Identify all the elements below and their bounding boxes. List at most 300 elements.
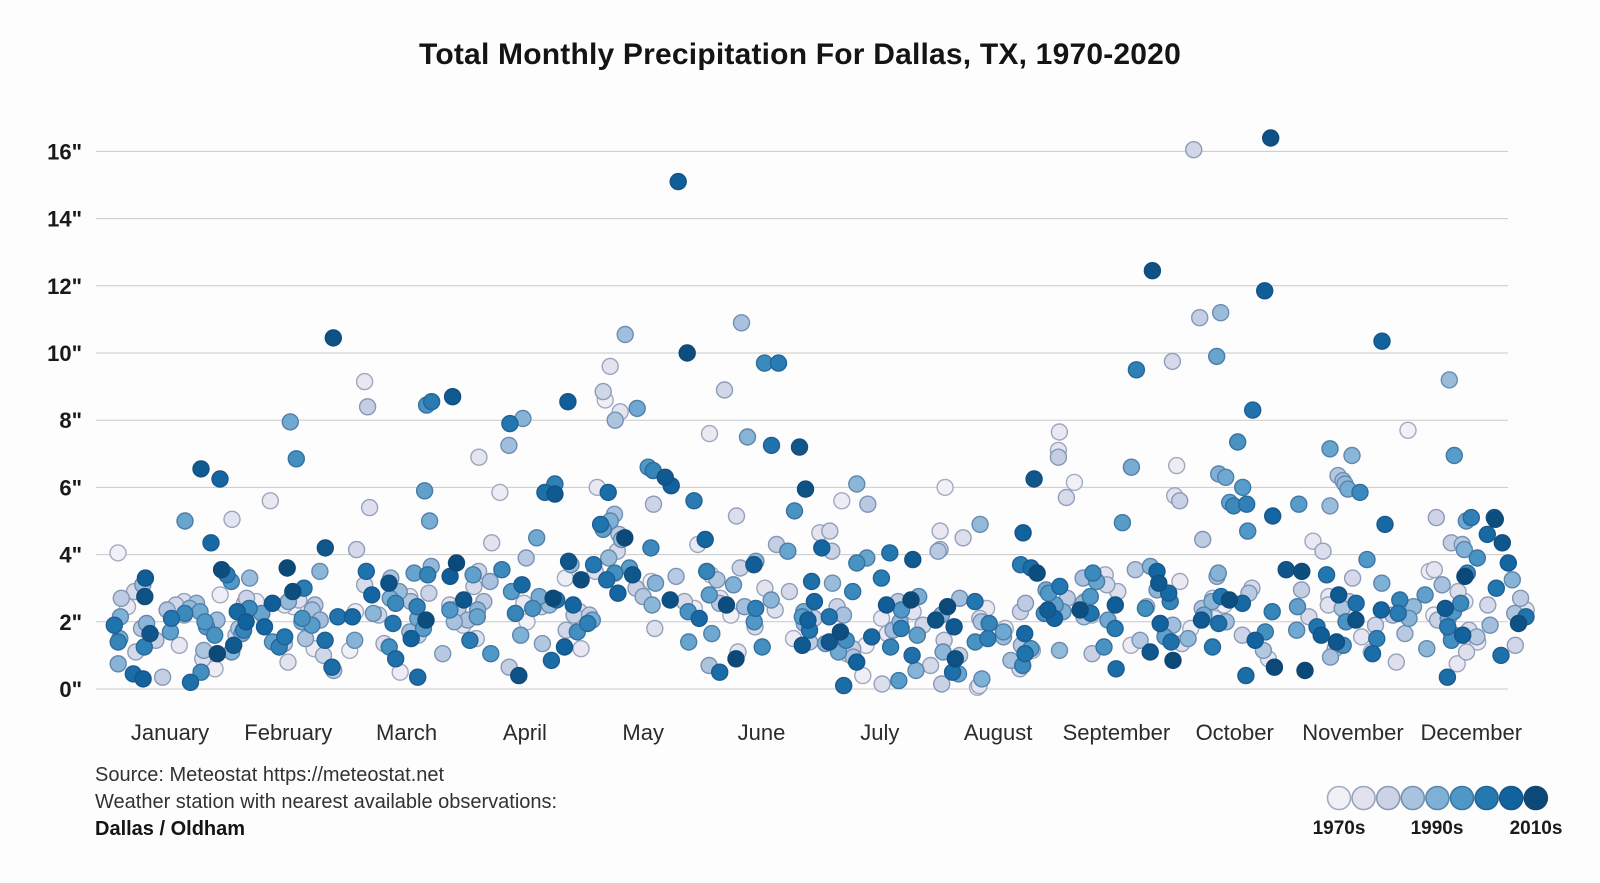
data-point-dot — [1441, 372, 1457, 388]
data-point-dot — [226, 637, 242, 653]
legend-label-1970s: 1970s — [1312, 818, 1366, 839]
data-point-dot — [1066, 474, 1082, 490]
data-point-dot — [691, 610, 707, 626]
data-point-dot — [1029, 565, 1045, 581]
data-point-dot — [1390, 605, 1406, 621]
data-point-dot — [1235, 479, 1251, 495]
y-axis-tick-label: 2" — [59, 609, 82, 635]
data-point-dot — [557, 639, 573, 655]
data-point-dot — [836, 607, 852, 623]
data-point-dot — [1169, 458, 1185, 474]
data-point-dot — [388, 595, 404, 611]
data-point-dot — [1137, 600, 1153, 616]
data-point-dot — [193, 461, 209, 477]
data-point-dot — [1108, 661, 1124, 677]
data-point-dot — [1504, 572, 1520, 588]
data-point-dot — [360, 399, 376, 415]
data-point-dot — [518, 550, 534, 566]
data-point-dot — [1107, 597, 1123, 613]
data-point-dot — [1210, 565, 1226, 581]
data-point-dot — [1218, 469, 1234, 485]
data-point-dot — [1344, 448, 1360, 464]
data-point-dot — [740, 429, 756, 445]
data-point-dot — [771, 355, 787, 371]
data-point-dot — [1359, 552, 1375, 568]
data-point-dot — [879, 597, 895, 613]
data-point-dot — [417, 483, 433, 499]
data-point-dot — [668, 568, 684, 584]
data-point-dot — [1163, 634, 1179, 650]
data-point-dot — [940, 599, 956, 615]
data-point-dot — [212, 471, 228, 487]
data-point-dot — [800, 612, 816, 628]
data-point-dot — [1488, 580, 1504, 596]
data-point-dot — [883, 639, 899, 655]
data-point-dot — [1040, 602, 1056, 618]
data-point-dot — [804, 574, 820, 590]
data-point-dot — [647, 621, 663, 637]
data-point-dot — [792, 439, 808, 455]
data-point-dot — [617, 530, 633, 546]
data-point-dot — [514, 577, 530, 593]
data-point-dot — [1211, 616, 1227, 632]
data-point-dot — [1245, 402, 1261, 418]
x-axis-month-label: November — [1302, 720, 1404, 745]
data-point-dot — [1439, 669, 1455, 685]
data-point-dot — [1500, 555, 1516, 571]
data-point-dot — [1469, 550, 1485, 566]
data-point-dot — [209, 646, 225, 662]
data-point-dot — [155, 669, 171, 685]
data-point-dot — [573, 572, 589, 588]
data-point-dot — [1052, 642, 1068, 658]
data-point-dot — [507, 605, 523, 621]
data-point-dot — [1291, 496, 1307, 512]
data-point-dot — [836, 678, 852, 694]
data-point-dot — [545, 590, 561, 606]
data-point-dot — [347, 632, 363, 648]
data-point-dot — [1127, 562, 1143, 578]
data-point-dot — [280, 654, 296, 670]
data-point-dot — [704, 626, 720, 642]
data-point-dot — [471, 449, 487, 465]
data-point-dot — [1463, 510, 1479, 526]
data-point-dot — [418, 612, 434, 628]
data-point-dot — [1165, 652, 1181, 668]
x-axis-month-label: September — [1062, 720, 1171, 745]
y-axis-tick-label: 0" — [59, 677, 82, 702]
legend-swatch — [1401, 787, 1424, 810]
data-point-dot — [1289, 622, 1305, 638]
data-point-dot — [1247, 632, 1263, 648]
data-point-dot — [565, 597, 581, 613]
data-point-dot — [110, 634, 126, 650]
data-point-dot — [1114, 515, 1130, 531]
data-point-dot — [697, 532, 713, 548]
x-axis-month-label: April — [502, 720, 547, 745]
data-point-dot — [214, 562, 230, 578]
data-point-dot — [1323, 649, 1339, 665]
data-point-dot — [701, 587, 717, 603]
data-point-dot — [238, 614, 254, 630]
data-point-dot — [1459, 644, 1475, 660]
data-point-dot — [764, 437, 780, 453]
data-point-dot — [135, 671, 151, 687]
data-point-dot — [699, 563, 715, 579]
data-point-dot — [1107, 621, 1123, 637]
data-point-dot — [798, 481, 814, 497]
legend-swatch — [1451, 787, 1474, 810]
data-point-dot — [1331, 587, 1347, 603]
data-point-dot — [1278, 562, 1294, 578]
data-point-dot — [1319, 567, 1335, 583]
data-point-dot — [893, 621, 909, 637]
data-point-dot — [365, 605, 381, 621]
data-point-dot — [1257, 283, 1273, 299]
data-point-dot — [679, 345, 695, 361]
data-point-dot — [1313, 627, 1329, 643]
data-point-dot — [511, 668, 527, 684]
data-point-dot — [648, 575, 664, 591]
data-point-dot — [492, 484, 508, 500]
data-point-dot — [1348, 595, 1364, 611]
data-point-dot — [1123, 459, 1139, 475]
data-point-dot — [422, 513, 438, 529]
data-point-dot — [972, 516, 988, 532]
data-point-dot — [1322, 441, 1338, 457]
data-point-dot — [435, 646, 451, 662]
data-point-dot — [1397, 626, 1413, 642]
data-point-dot — [183, 674, 199, 690]
data-point-dot — [317, 632, 333, 648]
data-point-dot — [1369, 631, 1385, 647]
data-point-dot — [449, 555, 465, 571]
data-point-dot — [629, 400, 645, 416]
data-point-dot — [974, 671, 990, 687]
data-point-dot — [242, 570, 258, 586]
legend-swatch — [1328, 787, 1351, 810]
data-point-dot — [1192, 310, 1208, 326]
source-line: Source: Meteostat https://meteostat.net — [95, 764, 445, 786]
data-point-dot — [1050, 449, 1066, 465]
data-point-dot — [349, 542, 365, 558]
data-point-dot — [904, 647, 920, 663]
x-axis-month-label: June — [737, 720, 786, 745]
data-point-dot — [662, 592, 678, 608]
data-point-dot — [1051, 424, 1067, 440]
data-point-dot — [821, 609, 837, 625]
data-point-dot — [845, 584, 861, 600]
data-point-dot — [1209, 348, 1225, 364]
data-point-dot — [362, 500, 378, 516]
data-point-dot — [358, 563, 374, 579]
data-point-dot — [702, 426, 718, 442]
data-point-dot — [1015, 525, 1031, 541]
data-point-dot — [1446, 448, 1462, 464]
data-point-dot — [1419, 641, 1435, 657]
x-axis-month-label: October — [1195, 720, 1274, 745]
data-point-dot — [719, 597, 735, 613]
data-point-dot — [142, 626, 158, 642]
data-point-dot — [501, 437, 517, 453]
data-point-dot — [1374, 575, 1390, 591]
x-axis-month-label: January — [130, 720, 210, 745]
data-point-dot — [1482, 617, 1498, 633]
data-point-dot — [712, 664, 728, 680]
data-point-dot — [312, 563, 328, 579]
data-point-dot — [946, 619, 962, 635]
y-axis-tick-label: 6" — [59, 475, 82, 501]
data-point-dot — [1297, 663, 1313, 679]
data-point-dot — [403, 631, 419, 647]
data-point-dot — [1329, 634, 1345, 650]
data-point-dot — [177, 513, 193, 529]
legend-swatch — [1377, 787, 1400, 810]
data-point-dot — [410, 669, 426, 685]
data-point-dot — [1290, 599, 1306, 615]
data-point-dot — [781, 584, 797, 600]
data-point-dot — [1480, 597, 1496, 613]
data-point-dot — [937, 479, 953, 495]
data-point-dot — [207, 627, 223, 643]
data-point-dot — [561, 553, 577, 569]
data-point-dot — [980, 631, 996, 647]
data-point-dot — [748, 600, 764, 616]
data-point-dot — [1426, 562, 1442, 578]
data-point-dot — [1017, 626, 1033, 642]
y-axis-tick-label: 10" — [47, 341, 82, 366]
data-point-dot — [137, 589, 153, 605]
data-point-dot — [908, 663, 924, 679]
data-point-dot — [1377, 516, 1393, 532]
data-point-dot — [646, 496, 662, 512]
data-point-dot — [110, 545, 126, 561]
data-point-dot — [1052, 579, 1068, 595]
data-point-dot — [681, 634, 697, 650]
data-point-dot — [1144, 263, 1160, 279]
data-point-dot — [599, 572, 615, 588]
data-point-dot — [849, 476, 865, 492]
data-point-dot — [1085, 565, 1101, 581]
data-point-dot — [686, 493, 702, 509]
x-axis-month-label: May — [622, 720, 664, 745]
data-point-dot — [529, 530, 545, 546]
data-point-dot — [1373, 602, 1389, 618]
data-point-dot — [995, 624, 1011, 640]
data-point-dot — [1428, 510, 1444, 526]
data-point-dot — [1440, 619, 1456, 635]
data-point-dot — [288, 451, 304, 467]
x-axis-month-label: February — [244, 720, 333, 745]
data-point-dot — [483, 646, 499, 662]
data-point-dot — [717, 382, 733, 398]
data-point-dot — [1266, 659, 1282, 675]
data-point-dot — [657, 469, 673, 485]
y-axis-tick-label: 8" — [59, 408, 82, 434]
data-point-dot — [860, 496, 876, 512]
data-point-dot — [420, 567, 436, 583]
data-point-dot — [932, 523, 948, 539]
data-point-dot — [325, 330, 341, 346]
data-point-dot — [625, 567, 641, 583]
data-point-dot — [930, 543, 946, 559]
data-point-dot — [1186, 142, 1202, 158]
data-point-dot — [257, 619, 273, 635]
data-point-dot — [806, 594, 822, 610]
data-point-dot — [1263, 130, 1279, 146]
data-point-dot — [1374, 333, 1390, 349]
data-point-dot — [1453, 595, 1469, 611]
data-point-dot — [1205, 639, 1221, 655]
data-point-dot — [1479, 526, 1495, 542]
data-point-dot — [317, 540, 333, 556]
data-point-dot — [600, 484, 616, 500]
data-point-dot — [212, 587, 228, 603]
data-point-dot — [873, 570, 889, 586]
data-point-dot — [1294, 563, 1310, 579]
data-point-dot — [903, 592, 919, 608]
data-point-dot — [882, 545, 898, 561]
data-point-dot — [1434, 577, 1450, 593]
data-point-dot — [1230, 434, 1246, 450]
x-axis-month-label: December — [1420, 720, 1523, 745]
data-point-dot — [814, 540, 830, 556]
data-point-dot — [1400, 422, 1416, 438]
data-point-dot — [1164, 353, 1180, 369]
x-axis-month-label: August — [963, 720, 1033, 745]
data-point-dot — [1487, 511, 1503, 527]
data-point-dot — [502, 416, 518, 432]
data-point-dot — [1294, 582, 1310, 598]
data-point-dot — [834, 493, 850, 509]
data-point-dot — [113, 590, 129, 606]
y-axis-tick-label: 4" — [59, 542, 82, 568]
chart-title: Total Monthly Precipitation For Dallas, TX, 1970-2020 — [419, 38, 1181, 71]
legend-swatch — [1500, 787, 1523, 810]
data-point-dot — [905, 552, 921, 568]
x-axis-month-label: July — [860, 720, 900, 745]
data-point-dot — [1221, 592, 1237, 608]
data-point-dot — [442, 602, 458, 618]
data-point-dot — [832, 624, 848, 640]
data-point-dot — [734, 315, 750, 331]
data-point-dot — [643, 540, 659, 556]
data-point-dot — [891, 673, 907, 689]
x-axis-month-label: March — [376, 720, 438, 745]
data-point-dot — [1238, 668, 1254, 684]
data-point-dot — [586, 557, 602, 573]
data-point-dot — [1469, 629, 1485, 645]
data-point-dot — [1239, 496, 1255, 512]
data-point-dot — [595, 384, 611, 400]
data-point-dot — [424, 394, 440, 410]
data-point-dot — [1017, 646, 1033, 662]
data-point-dot — [729, 508, 745, 524]
data-point-dot — [947, 651, 963, 667]
data-point-dot — [825, 575, 841, 591]
data-point-dot — [262, 493, 278, 509]
data-point-dot — [385, 616, 401, 632]
data-point-dot — [1240, 523, 1256, 539]
y-axis-tick-label: 16" — [47, 139, 82, 165]
data-point-dot — [864, 629, 880, 645]
data-point-dot — [137, 570, 153, 586]
data-point-dot — [462, 632, 478, 648]
data-point-dot — [1264, 604, 1280, 620]
data-point-dot — [617, 327, 633, 343]
data-point-dot — [445, 389, 461, 405]
data-point-dot — [1437, 600, 1453, 616]
data-point-dot — [1195, 532, 1211, 548]
data-point-dot — [849, 555, 865, 571]
data-point-dot — [754, 639, 770, 655]
data-point-dot — [923, 658, 939, 674]
data-point-dot — [607, 412, 623, 428]
data-point-dot — [1265, 508, 1281, 524]
data-point-dot — [282, 414, 298, 430]
data-point-dot — [1365, 646, 1381, 662]
data-point-dot — [1322, 498, 1338, 514]
data-point-dot — [1058, 490, 1074, 506]
data-point-dot — [364, 587, 380, 603]
source-block — [95, 762, 557, 843]
data-point-dot — [388, 651, 404, 667]
data-point-dot — [381, 575, 397, 591]
data-point-dot — [344, 609, 360, 625]
data-point-dot — [967, 594, 983, 610]
data-point-dot — [1213, 305, 1229, 321]
data-point-dot — [1507, 637, 1523, 653]
data-point-dot — [294, 610, 310, 626]
data-point-dot — [794, 637, 810, 653]
legend-label-1990s: 1990s — [1410, 818, 1464, 839]
data-point-dot — [746, 557, 762, 573]
data-point-dot — [1128, 362, 1144, 378]
legend-swatch — [1426, 787, 1449, 810]
data-point-dot — [1354, 629, 1370, 645]
data-point-dot — [780, 543, 796, 559]
data-point-dot — [1026, 471, 1042, 487]
data-point-dot — [1455, 627, 1471, 643]
data-point-dot — [1417, 587, 1433, 603]
data-point-dot — [580, 616, 596, 632]
data-point-dot — [547, 486, 563, 502]
data-point-dot — [1180, 631, 1196, 647]
data-point-dot — [494, 562, 510, 578]
data-point-dot — [593, 516, 609, 532]
data-point-dot — [1082, 589, 1098, 605]
data-point-dot — [1172, 493, 1188, 509]
data-point-dot — [277, 629, 293, 645]
data-point-dot — [1511, 616, 1527, 632]
data-point-dot — [265, 595, 281, 611]
data-point-dot — [106, 617, 122, 633]
data-point-dot — [1494, 535, 1510, 551]
data-point-dot — [484, 535, 500, 551]
y-axis-tick-label: 12" — [47, 273, 82, 299]
data-point-dot — [164, 610, 180, 626]
data-point-dot — [1096, 639, 1112, 655]
data-point-dot — [1072, 602, 1088, 618]
data-point-dot — [981, 616, 997, 632]
data-point-dot — [1315, 543, 1331, 559]
data-point-dot — [573, 641, 589, 657]
data-point-dot — [955, 530, 971, 546]
data-point-dot — [330, 609, 346, 625]
data-point-dot — [543, 652, 559, 668]
data-point-dot — [110, 656, 126, 672]
data-point-dot — [197, 614, 213, 630]
